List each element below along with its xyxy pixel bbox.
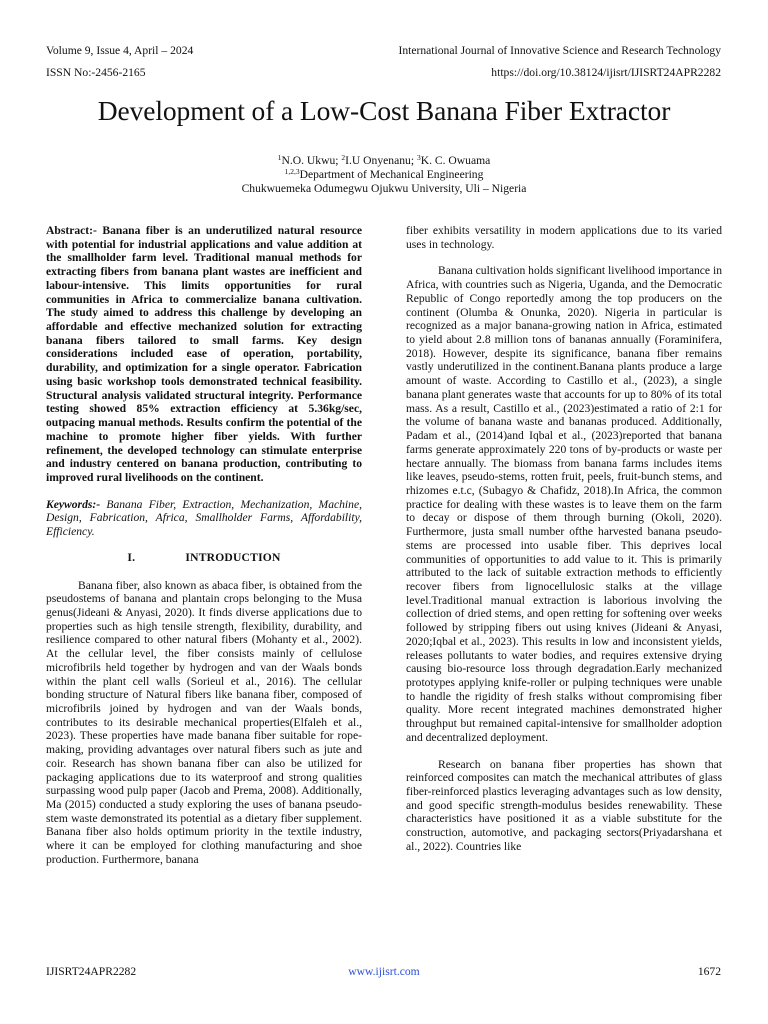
footer-site xyxy=(0,965,768,979)
author-2: I.U Onyenanu; xyxy=(345,154,417,167)
department-sup: 1,2,3 xyxy=(284,167,300,176)
author-block xyxy=(0,154,768,196)
left-column xyxy=(46,224,362,867)
body-paragraph-continued: fiber exhibits versatility in modern applications due to its varied uses in technology. xyxy=(406,224,722,251)
author3-sup: 3 xyxy=(416,153,421,162)
abstract-text: Banana fiber is an underutilized natural resource with potential for industrial applications and value addition at the smallholder farm level. Traditional manual methods for extracting fibers from banana plant wastes are inefficient and labour-intensive. This limits opportunities for rural communities in Africa to commercialize banana cultivation. The study aimed to address this challenge by developing an affordable and effective mechanized solution for extracting banana fibers tailored to small farms. Key design considerations included ease of operation, portability, durability, and optimization for a single operator. Fabrication using basic workshop tools demonstrated technical feasibility. Structural analysis validated structural integrity. Performance testing showed 85% extraction efficiency at 5.36kg/sec, outpacing manual methods. Results confirm the potential of the machine to promote higher fiber yields. With further refinement, the developed technology can stimulate enterprise and industry centered on banana production, contributing to improved rural livelihoods on the continent. xyxy=(46,224,362,484)
doi-link[interactable]: https://doi.org/10.38124/ijisrt/IJISRT24APR2282 xyxy=(491,66,721,79)
author-names xyxy=(0,154,768,168)
affiliation-department xyxy=(0,168,768,182)
author-3: K. C. Owuama xyxy=(420,154,491,167)
keywords xyxy=(46,498,362,539)
paper-title: Development of a Low-Cost Banana Fiber Extractor xyxy=(97,95,671,126)
abstract-label: Abstract:- xyxy=(46,224,97,237)
body-paragraph: Banana cultivation holds significant livelihood importance in Africa, with countries such as Nigeria, Uganda, and the Democratic Republic of Congo reportedly among the top producers on the continent (Olumba & Onunka, 2020). Nigeria in particular is recognized as a major banana-growing nation in Africa, estimated to yield about 2.8 million tons of bananas annually (Foraminifera, 2018). However, despite its significance, banana fiber remains vastly underutilized in the continent.Banana plants produce a large amount of waste. According to Castillo et al., (2023), a single banana plant generates waste that accounts for up to 80% of its total mass. As a result, Castillo et al., (2023)estimated a ratio of 2:1 for the volume of banana waste and bananas produced. Additionally, Padam et al., (2014)and Iqbal et al., (2023)reported that banana farms generate approximately 220 tons of by-products or waste per hectare annually. The biomass from banana farms includes items like leaves, pseudo-stems, rotten fruit, peels, fruit-bunch stems, and rhizomes e.t.c, (Subagyo & Chafidz, 2018).In Africa, the common practice for dealing with these wastes is to leave them on the farm to decay or dispose of them through burning (Okoli, 2020). Furthermore, justa small number ofthe harvested banana pseudo-stems are processed into usable fiber. This deprives local communities of opportunities to add value to it. This is primarily attributed to the lack of suitable extraction methods to efficiently recover fibers from lignocellulosic stalks at the village level.Traditional manual extraction is laborious involving the collection of dried stems, and open retting for softening over weeks followed by stripping fibers out using knives (Jideani & Anyasi, 2020;Iqbal et al., 2023). This results in low and inconsistent yields, releases pollutants to water bodies, and requires extensive drying causing bio-resource loss through degradation.Early mechanized prototypes applying knife-roller or pulping techniques were unable to handle the rigidity of fresh stalks without compromising fiber quality. More recent integrated machines demonstrated higher throughput but remained capital-intensive for smallholder adoption and decentralized deployment. xyxy=(406,264,722,744)
author2-sup: 2 xyxy=(341,153,346,162)
body-paragraph: Research on banana fiber properties has shown that reinforced composites can match the mechanical attributes of glass fiber-reinforced plastics leveraging advantages such as low density, and good specific strength-modulus besides renewability. These characteristics have positioned it as a viable substitute for the construction, automotive, and packaging sectors(Priyadarshana et al., 2022). Countries like xyxy=(406,757,722,853)
affiliation-university: Chukwuemeka Odumegwu Ojukwu University, Uli – Nigeria xyxy=(241,182,527,195)
volume-issue: Volume 9, Issue 4, April – 2024 xyxy=(46,44,194,57)
site-link[interactable]: www.ijisrt.com xyxy=(348,965,420,978)
author-1: N.O. Ukwu; xyxy=(281,154,342,167)
page-number: 1672 xyxy=(697,965,721,978)
abstract xyxy=(46,224,362,485)
department: Department of Mechanical Engineering xyxy=(299,168,484,181)
journal-name: International Journal of Innovative Science and Research Technology xyxy=(398,44,721,57)
section-heading xyxy=(46,551,362,565)
footer-paper-code: IJISRT24APR2282 xyxy=(46,965,137,978)
intro-paragraph: Banana fiber, also known as abaca fiber, is obtained from the pseudostems of banana and plantain crops belonging to the Musa genus(Jideani & Anyasi, 2020). It finds diverse applications due to properties such as high tensile strength, flexibility, durability, and resilience compared to other natural fibers (Mohanty et al., 2002). At the cellular level, the fiber consists mainly of cellulose microfibrils held together by hydrogen and van der Waals bonds within the plant cell walls (Sorieul et al., 2016). The cellular bonding structure of Natural fibers like banana fiber, composed of microfibrils joined by hydrogen and van der Waals bonds, contributes to its desirable mechanical properties(Elfaleh et al., 2023). These properties have made banana fiber suitable for rope-making, providing advantages over natural fibers such as jute and coir. Research has shown banana fiber can also be utilized for packaging applications due to its waterproof and strong qualities surpassing wood pulp paper (Jacob and Prema, 2008). Additionally, Ma (2015) conducted a study exploring the uses of banana pseudo-stem waste demonstrated its potential as a dietary fiber supplement. Banana fiber also holds optimum priority in the textile industry, where it can be employed for clothing manufacturing and shoe production. Furthermore, banana xyxy=(46,578,362,866)
issn: ISSN No:-2456-2165 xyxy=(46,66,146,79)
keywords-text: Banana Fiber, Extraction, Mechanization, Machine, Design, Fabrication, Africa, Smallholder Farms, Affordability, Efficiency. xyxy=(46,497,362,539)
section-number: I. xyxy=(127,550,136,564)
keywords-label: Keywords:- xyxy=(46,497,101,511)
author1-sup: 1 xyxy=(277,153,282,162)
right-column xyxy=(406,224,722,854)
section-title: INTRODUCTION xyxy=(185,550,281,564)
